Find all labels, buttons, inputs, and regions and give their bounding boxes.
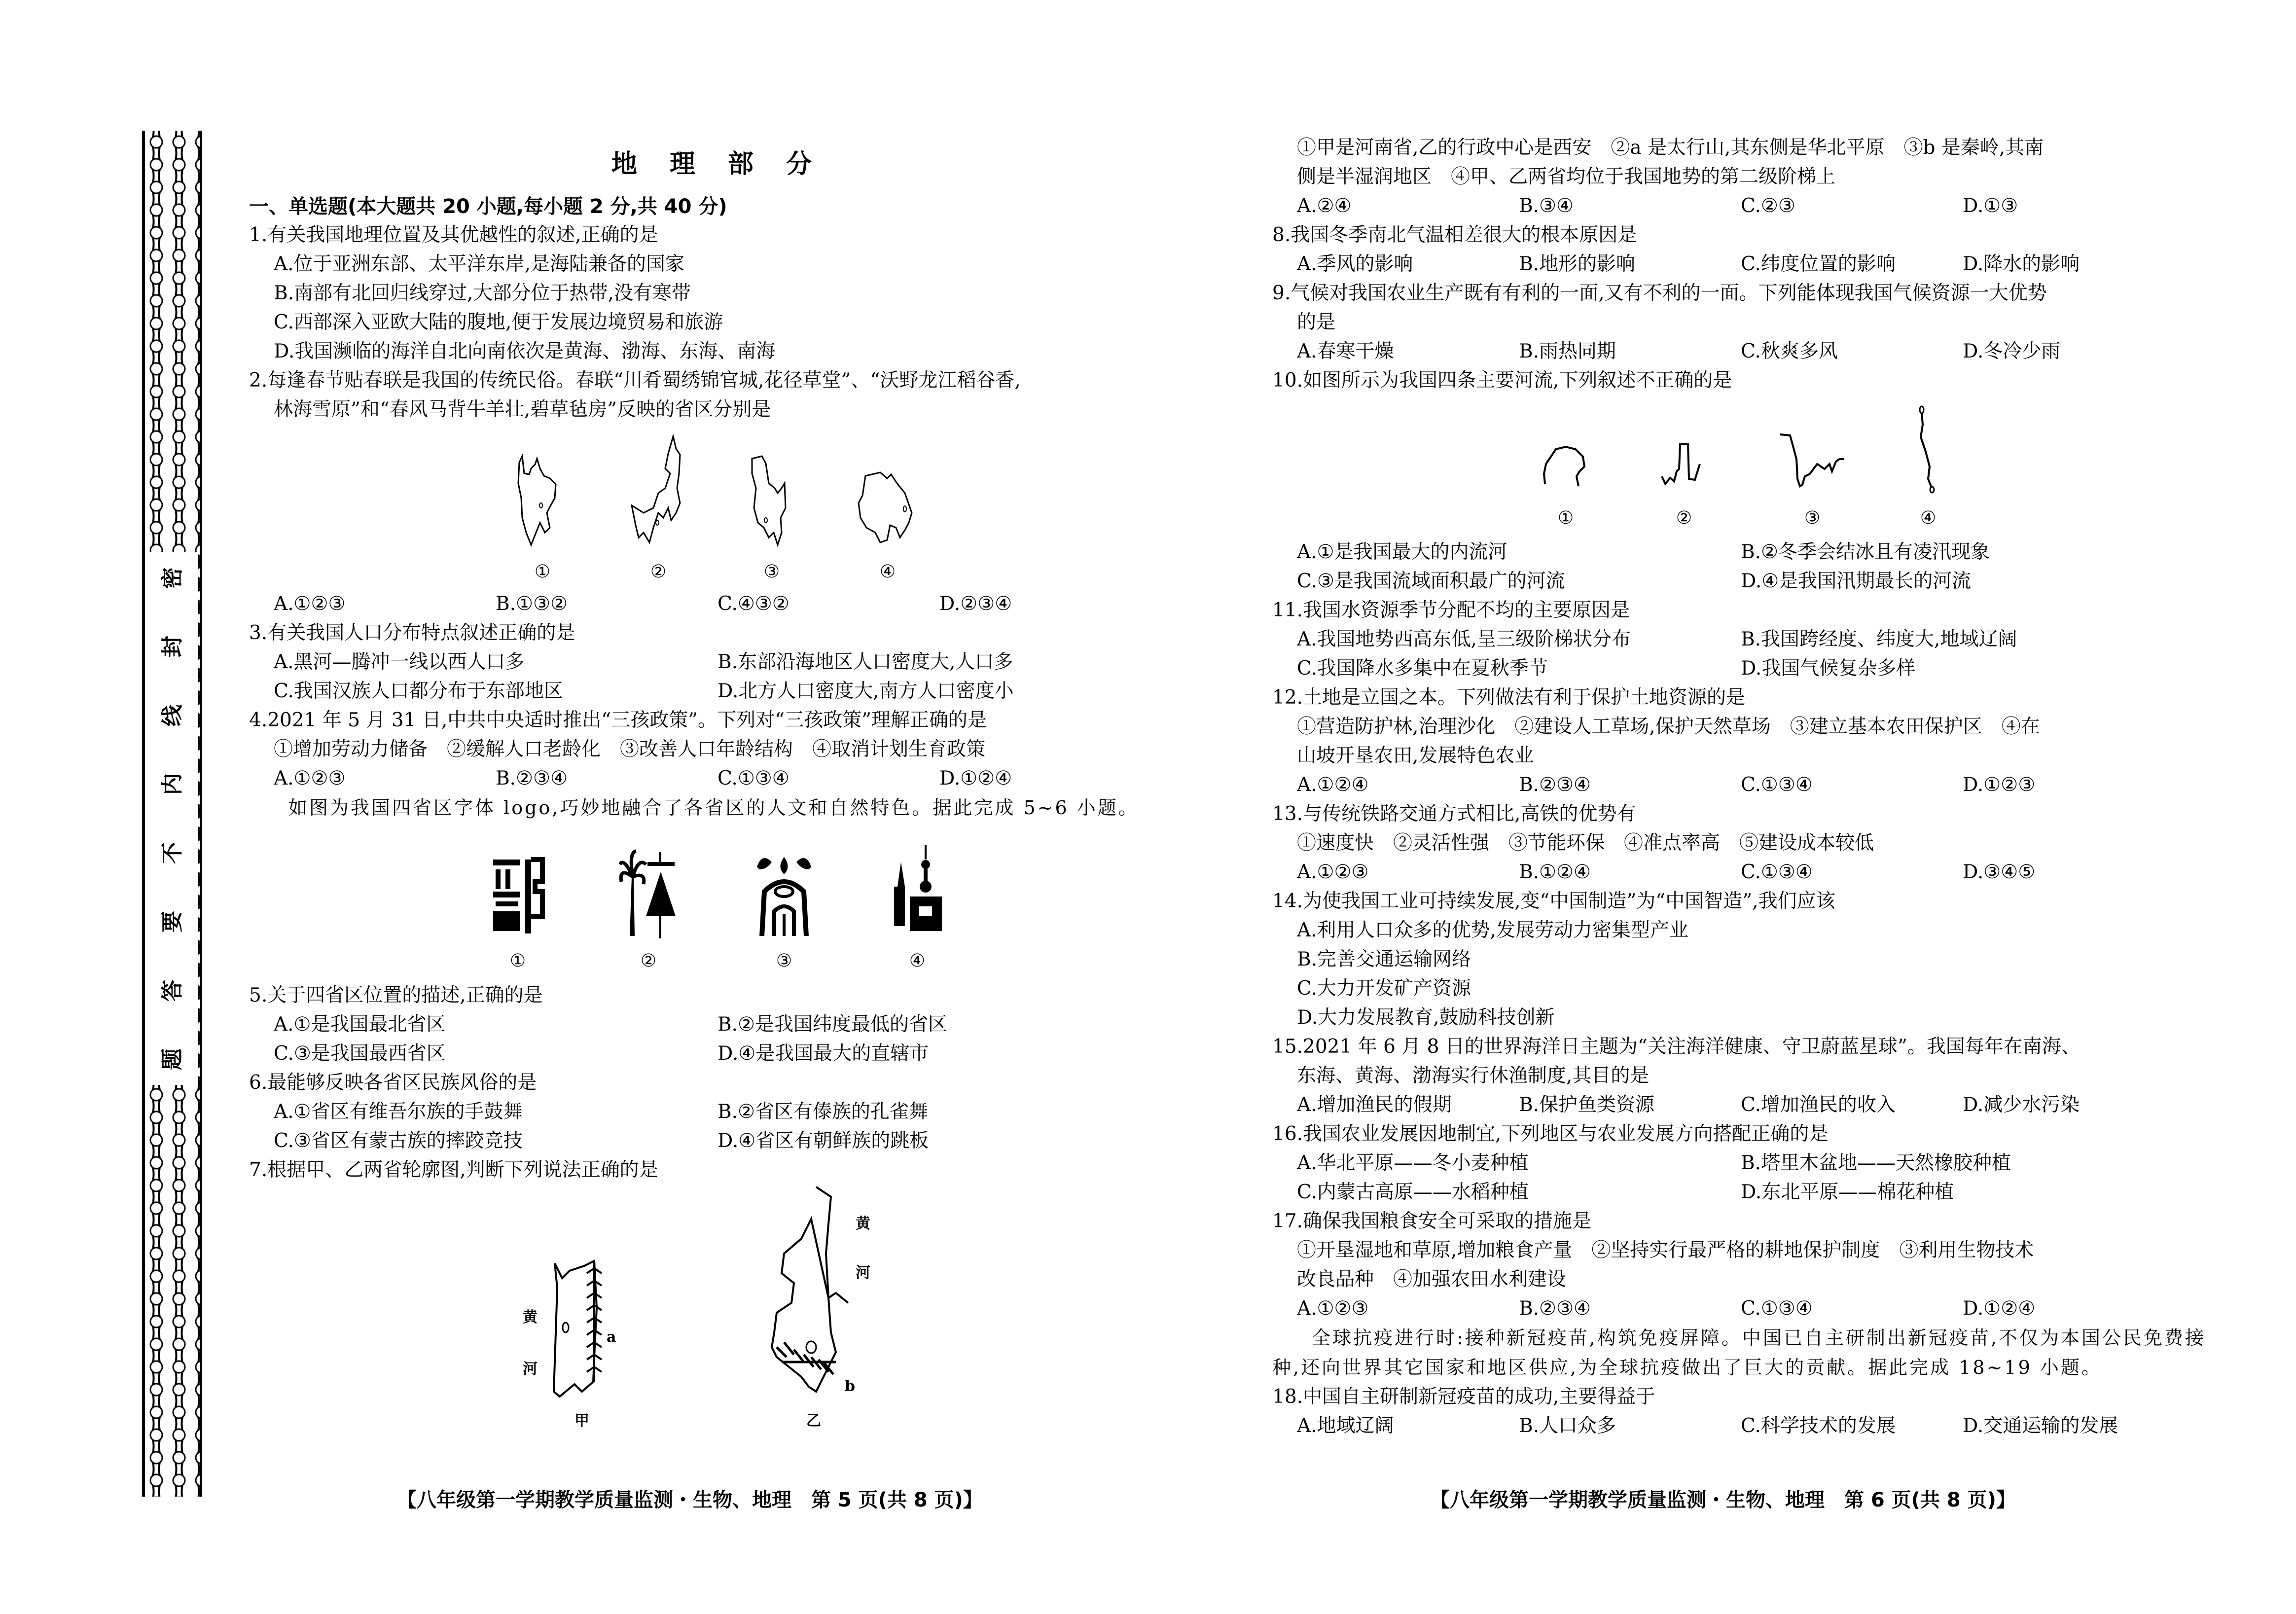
section-heading: 一、单选题(本大题共 20 小题,每小题 2 分,共 40 分)	[249, 195, 727, 218]
river-figure-4	[1916, 405, 1940, 533]
option-a: A.①②④	[1297, 774, 1369, 796]
question-2	[249, 366, 1186, 618]
option-c: C.①③④	[1741, 1297, 1813, 1320]
province-maps-figure	[249, 1184, 1186, 1441]
option-d: D.①③	[1963, 195, 2018, 217]
option-d: D.降水的影响	[1963, 253, 2080, 275]
option-d: D.减少水污染	[1963, 1094, 2080, 1116]
inner-mongolia-outline-icon	[856, 468, 920, 547]
question-stem-cont: 林海雪原”和“春风马背牛羊壮,碧草毡房”反映的省区分别是	[274, 398, 771, 421]
question-stem: 10.如图所示为我国四条主要河流,下列叙述不正确的是	[1272, 369, 1732, 392]
option-b: B.②省区有傣族的孔雀舞	[718, 1101, 929, 1123]
option-d: D.我国濒临的海洋自北向南依次是黄海、渤海、东海、南海	[274, 340, 776, 362]
question-10	[1272, 366, 2209, 596]
question-stem-cont: 东海、黄海、渤海实行休渔制度,其目的是	[1297, 1065, 1650, 1087]
binding-char: 答	[160, 979, 185, 1002]
option-a: A.华北平原——冬小麦种植	[1297, 1152, 1529, 1174]
map-caption: 乙	[806, 1412, 821, 1430]
question-9	[1272, 279, 2209, 366]
figure-label: ①	[534, 562, 551, 582]
option-b: B.东部沿海地区人口密度大,人口多	[718, 651, 1013, 673]
option-c: C.内蒙古高原——水稻种植	[1297, 1181, 1529, 1203]
question-18	[1272, 1382, 2209, 1440]
question-items: ①速度快 ②灵活性强 ③节能环保 ④准点率高 ⑤建设成本较低	[1297, 832, 1874, 854]
figure-label: ③	[776, 951, 792, 971]
option-a: A.①是我国最大的内流河	[1297, 541, 1507, 563]
question-14	[1272, 887, 2209, 1032]
option-b: B.②冬季会结冰且有凌汛现象	[1741, 541, 1990, 563]
question-stem: 12.土地是立国之本。下列做法有利于保护土地资源的是	[1272, 686, 1746, 709]
map-yi	[762, 1184, 870, 1431]
option-d: D.④是我国汛期最长的河流	[1741, 570, 1972, 592]
option-b: B.保护鱼类资源	[1519, 1094, 1655, 1116]
province-outline-4	[856, 468, 920, 586]
question-1	[249, 220, 1186, 366]
question-stem: 11.我国水资源季节分配不均的主要原因是	[1272, 599, 1630, 621]
mountain-label-b: b	[845, 1378, 855, 1395]
figure-label: ②	[650, 562, 667, 582]
question-items-cont: 山坡开垦农田,发展特色农业	[1297, 745, 1534, 767]
question-8	[1272, 220, 2209, 279]
option-a: A.我国地势西高东低,呈三级阶梯状分布	[1297, 628, 1631, 650]
question-stem: 8.我国冬季南北气温相差很大的根本原因是	[1272, 224, 1637, 246]
option-c: C.③是我国流域面积最广的河流	[1297, 570, 1565, 592]
option-d: D.大力发展教育,鼓励科技创新	[1297, 1006, 1555, 1029]
option-d: D.④是我国最大的直辖市	[718, 1042, 929, 1065]
option-d: D.冬冷少雨	[1963, 340, 2061, 362]
shanghai-logo-icon	[890, 842, 944, 941]
option-c: C.我国汉族人口都分布于东部地区	[274, 680, 563, 702]
question-stem: 5.关于四省区位置的描述,正确的是	[249, 984, 543, 1006]
question-stem: 2.每逢春节贴春联是我国的传统民俗。春联“川肴蜀绣锦官城,花径草堂”、“沃野龙江稻谷香,	[249, 369, 1021, 392]
option-a: A.位于亚洲东部、太平洋东岸,是海陆兼备的国家	[274, 253, 684, 275]
province-logo-figures	[249, 842, 1186, 971]
option-b: B.塔里木盆地——天然橡胶种植	[1741, 1152, 2011, 1174]
yellow-river-icon	[1541, 434, 1590, 494]
option-b: B.②③④	[1519, 1297, 1591, 1320]
figure-label: ②	[640, 951, 657, 971]
option-d: D.我国气候复杂多样	[1741, 657, 1916, 680]
question-stem: 18.中国自主研制新冠疫苗的成功,主要得益于	[1272, 1386, 1655, 1408]
question-stem: 3.有关我国人口分布特点叙述正确的是	[249, 622, 575, 644]
question-stem: 9.气候对我国农业生产既有有利的一面,又有不利的一面。下列能体现我国气候资源一大优势	[1272, 282, 2047, 304]
option-a: A.季风的影响	[1297, 253, 1413, 275]
option-a: A.①省区有维吾尔族的手鼓舞	[274, 1101, 523, 1123]
option-b: B.①③②	[496, 593, 568, 615]
option-a: A.①②③	[274, 767, 346, 789]
page-title: 地 理 部 分	[611, 149, 824, 179]
seal-line	[201, 131, 202, 1497]
question-stem: 4.2021 年 5 月 31 日,中共中央适时推出“三孩政策”。下列对“三孩政策”理解正确的是	[249, 709, 987, 731]
question-5	[249, 981, 1186, 1068]
question-3	[249, 618, 1186, 706]
question-12	[1272, 683, 2209, 799]
option-a: A.②④	[1297, 195, 1352, 217]
option-c: C.③省区有蒙古族的摔跤竞技	[274, 1130, 523, 1152]
option-c: C.西部深入亚欧大陆的腹地,便于发展边境贸易和旅游	[274, 311, 723, 333]
inner-mongolia-logo-icon	[752, 852, 816, 941]
option-b: B.③④	[1519, 195, 1574, 217]
map-caption: 甲	[574, 1412, 589, 1430]
binding-char: 封	[160, 636, 185, 658]
question-11	[1272, 596, 2209, 683]
river-figure-3	[1778, 430, 1847, 533]
option-b: B.②③④	[496, 767, 568, 789]
question-6	[249, 1068, 1186, 1155]
question-16	[1272, 1119, 2209, 1207]
option-b: B.②是我国纬度最低的省区	[718, 1013, 948, 1036]
option-d: D.④省区有朝鲜族的跳板	[718, 1130, 929, 1152]
right-page	[1272, 133, 2209, 1440]
binding-char: 不	[160, 842, 185, 864]
binding-char: 要	[160, 911, 185, 933]
option-c: C.①③④	[718, 767, 789, 789]
river-figure-1	[1541, 434, 1590, 533]
option-b: B.南部有北回归线穿过,大部分位于热带,没有寒带	[274, 282, 691, 304]
binding-char: 密	[160, 567, 185, 589]
question-items-cont: 侧是半湿润地区 ④甲、乙两省均位于我国地势的第二级阶梯上	[1297, 166, 1836, 188]
option-d: D.①②③	[1963, 774, 2036, 796]
river-label: 河	[523, 1361, 538, 1378]
question-stem: 6.最能够反映各省区民族风俗的是	[249, 1072, 537, 1094]
province-outline-1	[515, 454, 570, 586]
question-7-continued	[1272, 133, 2209, 220]
question-items: ①开垦湿地和草原,增加粮食产量 ②坚持实行最严格的耕地保护制度 ③利用生物技术	[1297, 1239, 2034, 1261]
province-outline-2	[629, 434, 688, 586]
question-items: ①甲是河南省,乙的行政中心是西安 ②a 是太行山,其东侧是华北平原 ③b 是秦岭,其南	[1297, 137, 2044, 159]
question-stem: 1.有关我国地理位置及其优越性的叙述,正确的是	[249, 224, 658, 246]
river-label: 黄	[856, 1215, 870, 1232]
option-c: C.①③④	[1741, 774, 1813, 796]
river-figures	[1272, 405, 2209, 533]
province-logo-4	[890, 842, 944, 971]
xinjiang-logo-icon	[491, 852, 545, 941]
pearl-river-icon	[1916, 405, 1940, 494]
heilongjiang-outline-icon	[629, 434, 688, 547]
figure-label: ①	[1557, 508, 1574, 528]
mountain-label-a: a	[607, 1328, 616, 1346]
option-a: A.①②③	[1297, 861, 1369, 883]
option-a: A.增加渔民的假期	[1297, 1094, 1452, 1116]
province-outline-figures	[249, 434, 1186, 586]
question-17	[1272, 1207, 2209, 1323]
option-d: D.③④⑤	[1963, 861, 2036, 883]
passage-18-19: 全球抗疫进行时:接种新冠疫苗,构筑免疫屏障。中国已自主研制出新冠疫苗,不仅为本国公民免费接种,还向世界其它国家和地区供应,为全球抗疫做出了巨大的贡献。据此完成 18~19 小题。	[1272, 1327, 2206, 1378]
figure-label: ①	[509, 951, 526, 971]
figure-label: ④	[1920, 508, 1937, 528]
option-b: B.我国跨经度、纬度大,地域辽阔	[1741, 628, 2017, 650]
map-jia	[523, 1258, 639, 1431]
question-stem: 16.我国农业发展因地制宜,下列地区与农业发展方向搭配正确的是	[1272, 1123, 1829, 1145]
option-d: D.北方人口密度大,南方人口密度小	[718, 680, 1014, 702]
binding-warning-text	[150, 562, 190, 1075]
option-b: B.②③④	[1519, 774, 1591, 796]
question-stem: 14.为使我国工业可持续发展,变“中国制造”为“中国智造”,我们应该	[1272, 890, 1835, 912]
option-a: A.①②③	[1297, 1297, 1369, 1320]
shaanxi-map-outline-icon	[762, 1184, 870, 1401]
option-c: C.我国降水多集中在夏秋季节	[1297, 657, 1548, 680]
question-items-cont: 改良品种 ④加强农田水利建设	[1297, 1268, 1567, 1291]
river-label: 黄	[523, 1309, 538, 1326]
page-footer-left: 【八年级第一学期教学质量监测・生物、地理 第 5 页(共 8 页)】	[397, 1489, 983, 1511]
page-footer-right: 【八年级第一学期教学质量监测・生物、地理 第 6 页(共 8 页)】	[1430, 1489, 2016, 1511]
option-b: B.人口众多	[1519, 1415, 1616, 1437]
option-a: A.黑河—腾冲一线以西人口多	[274, 651, 525, 673]
passage-5-6: 如图为我国四省区字体 logo,巧妙地融合了各省区的人文和自然特色。据此完成 5~6 小题。	[288, 797, 1139, 819]
option-c: C.大力开发矿产资源	[1297, 977, 1471, 1000]
question-stem: 13.与传统铁路交通方式相比,高铁的优势有	[1272, 803, 1636, 825]
binding-char: 线	[160, 704, 185, 726]
option-c: C.秋爽多风	[1741, 340, 1838, 362]
question-13	[1272, 799, 2209, 887]
figure-label: ②	[1676, 508, 1692, 528]
province-logo-3	[752, 852, 816, 971]
yangtze-river-icon	[1659, 434, 1709, 494]
option-d: D.②③④	[939, 593, 1012, 615]
question-4	[249, 706, 1186, 793]
option-a: A.利用人口众多的优势,发展劳动力密集型产业	[1297, 919, 1688, 941]
river-label: 河	[856, 1264, 870, 1282]
province-outline-3	[747, 454, 796, 586]
question-items: ①营造防护林,治理沙化 ②建设人工草场,保护天然草场 ③建立基本农田保护区 ④在	[1297, 716, 2040, 738]
option-c: C.①③④	[1741, 861, 1813, 883]
option-d: D.①②④	[939, 767, 1012, 789]
question-stem: 17.确保我国粮食安全可采取的措施是	[1272, 1210, 1592, 1232]
question-stem: 15.2021 年 6 月 8 日的世界海洋日主题为“关注海洋健康、守卫蔚蓝星球”。我国每年在南海、	[1272, 1036, 2081, 1058]
question-items: ①增加劳动力储备 ②缓解人口老龄化 ③改善人口年龄结构 ④取消计划生育政策	[274, 738, 986, 760]
figure-label: ④	[909, 951, 926, 971]
option-c: C.增加渔民的收入	[1741, 1094, 1896, 1116]
option-b: B.完善交通运输网络	[1297, 948, 1471, 970]
question-stem-cont: 的是	[1297, 311, 1336, 333]
option-d: D.交通运输的发展	[1963, 1415, 2118, 1437]
question-stem: 7.根据甲、乙两省轮廓图,判断下列说法正确的是	[249, 1159, 658, 1181]
option-c: C.②③	[1741, 195, 1795, 217]
option-a: A.①②③	[274, 593, 346, 615]
question-7	[249, 1155, 1186, 1441]
option-b: B.地形的影响	[1519, 253, 1636, 275]
option-b: B.雨热同期	[1519, 340, 1616, 362]
left-page	[249, 133, 1186, 1441]
option-a: A.地域辽阔	[1297, 1415, 1394, 1437]
option-d: D.①②④	[1963, 1297, 2036, 1320]
question-15	[1272, 1032, 2209, 1119]
binding-char: 题	[160, 1048, 185, 1070]
option-a: A.①是我国最北省区	[274, 1013, 446, 1036]
shanxi-map-outline-icon	[540, 1258, 639, 1406]
option-c: C.纬度位置的影响	[1741, 253, 1896, 275]
option-d: D.东北平原——棉花种植	[1741, 1181, 1954, 1203]
figure-label: ③	[763, 562, 780, 582]
binding-char: 内	[160, 773, 185, 795]
option-c: C.科学技术的发展	[1741, 1415, 1896, 1437]
option-b: B.①②④	[1519, 861, 1591, 883]
figure-label: ④	[879, 562, 896, 582]
province-logo-1	[491, 852, 545, 971]
river-figure-2	[1659, 434, 1709, 533]
option-a: A.春寒干燥	[1297, 340, 1394, 362]
gansu-outline-icon	[747, 454, 796, 547]
sichuan-outline-icon	[515, 454, 570, 547]
province-logo-2	[619, 847, 678, 971]
tarim-river-icon	[1778, 430, 1847, 494]
figure-label: ③	[1804, 508, 1821, 528]
hainan-logo-icon	[619, 847, 678, 941]
option-c: C.③是我国最西省区	[274, 1042, 446, 1065]
option-c: C.④③②	[718, 593, 789, 615]
